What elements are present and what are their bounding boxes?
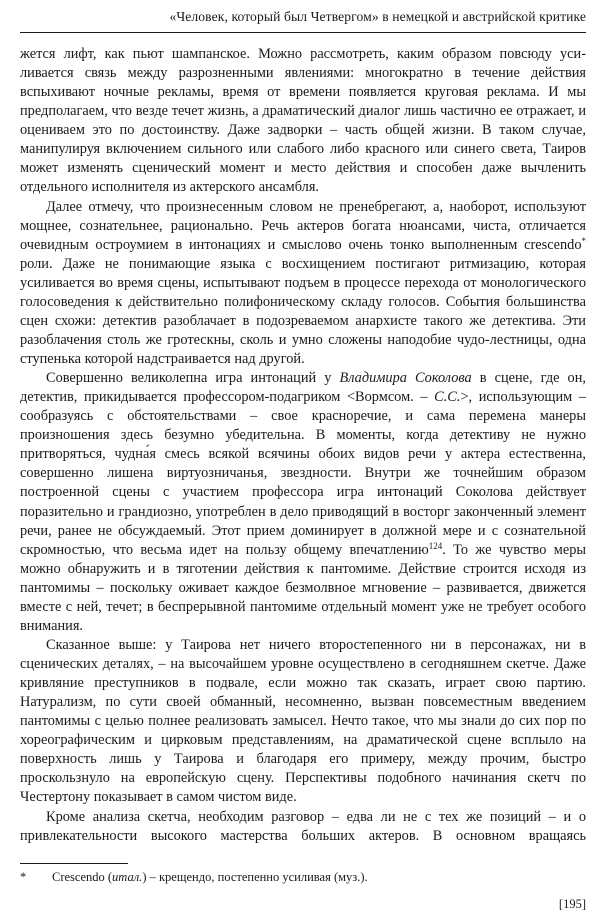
text-run: Crescendo ( — [52, 870, 113, 884]
italic-span: Владимира Соколова — [339, 370, 472, 387]
running-head: «Человек, который был Четвергом» в немецкой и австрийской критике — [169, 9, 586, 24]
text-run: жется лифт, как пьют шампанское. Можно рассмотреть, каким образом повсюду усиливается связь между разрозненными явлениями: многократно в течение действия вспыхивают ночные рекламы, время от времени появляется круговая реклама. И мы предполагаем, что везде течет жизнь, а драматический диалог лишь частично ее отражает, и оцениваем это по достоинству. Даже задворки – часть общей жизни. В таком случае, манипулируя включением сильного или слабого либо красного или синего света, Таиров может изменять сценический момент и место действия и способен даже вычленить отдельного исполнителя из актерского ансамбля. — [20, 46, 586, 196]
text-run: Далее отмечу, что произнесенным словом не пренебрегают, а, наоборот, используют мощнее, сознательнее, рационально. Речь актеров богата нюансами, чиста, отличается очевидным остроумием в интонациях и смыслово очень тонко выполненным crescendo — [20, 198, 586, 253]
text-run: >, использующим – сообразуясь с обстоятельствами – свое красноречие, и сама перемена манеры произношения здесь безумно убедительна. В моменты, когда детективу не нужно притворяться, чудна́я смесь всякой всячины обоих видов речи у актера естественна, совершенно лишена виртуозничанья, звездности. Внутри же точнейшим образом построенной сцены с участием профессора игра интонаций Соколова действует поразительно и грандиозно, употреблен в дело приводящий в восторг законченный элемент речи, ранее не обсуждаемый. Этот прием доминирует в должной мере и с сознательной скромностью, что весьма идет на пользу общему впечатлению — [20, 389, 586, 558]
text-run: Совершенно великолепна игра интонаций у — [46, 370, 340, 387]
text-run: в сцене, где он, детектив, прикидывается профессором-подагриком <Вормсом. – — [20, 370, 586, 406]
note-reference: 124 — [428, 540, 443, 551]
footnote-marker: * — [20, 870, 27, 884]
paragraph — [20, 636, 586, 808]
footnote — [20, 869, 586, 885]
text-run: ) – крещендо, постепенно усиливая (муз.). — [142, 870, 368, 884]
paragraph — [20, 808, 586, 846]
italic-span: С.С. — [434, 389, 461, 406]
italic-span: итал. — [112, 870, 143, 884]
main-text — [20, 45, 586, 846]
paragraph — [20, 198, 586, 370]
header-divider — [20, 32, 586, 33]
paragraph — [20, 369, 586, 636]
text-run: роли. Даже не понимающие языка с восхищением постигают ритмизацию, которая усиливается во время сцены, испытывают подъем в процессе перехода от монологического голосоведения к действительно полифоническому складу голосов. События большинства сцен схожи: детектив разоблачает в подозреваемом анархисте такого же детектива. Эти разоблачения столь же гротескны, сколь и умно сложены наподобие чудо-лестницы, одна ступенька которой надстраивается над другой. — [20, 255, 586, 367]
note-reference: * — [581, 235, 586, 246]
paragraph — [20, 45, 586, 198]
text-run: . То же чувство меры можно обнаружить и в тяготении действия к пантомиме. Действие строится исходя из пантомимы – поскольку оживает каждое безмолвное мгновение – развивается, движется вместе с ней, течет; в беспрерывной пантомиме отдельный момент уже не требует особого внимания. — [20, 541, 586, 634]
page-number: [195] — [558, 897, 586, 911]
footnote-text — [52, 870, 368, 884]
footnote-divider — [20, 863, 128, 864]
text-run: Сказанное выше: у Таирова нет ничего второстепенного ни в персонажах, ни в сценических деталях, – на высочайшем уровне осуществлено в сегодняшнем скетче. Даже кривляние преступников в подвале, если можно так сказать, играет свою партию. Натурализм, по сути своей обманный, несомненно, вызван повсеместным введением пантомимы с целью полнее реализовать замысел. Нечто такое, что мы знали до сих пор по хореографическим и цирковым представлениям, на драматической сцене всплыло на поверхность лишь у Таирова и благодаря его примеру, между прочим, быстро проскользнуло на европейскую сцену. Перспективы подобного начинания скетч по Честертону показывает в самом чистом виде. — [20, 636, 586, 806]
text-run: Кроме анализа скетча, необходим разговор – едва ли не с тех же позиций – и о привлекательности высокого мастерства больших актеров. В основном вращаясь — [20, 808, 586, 844]
